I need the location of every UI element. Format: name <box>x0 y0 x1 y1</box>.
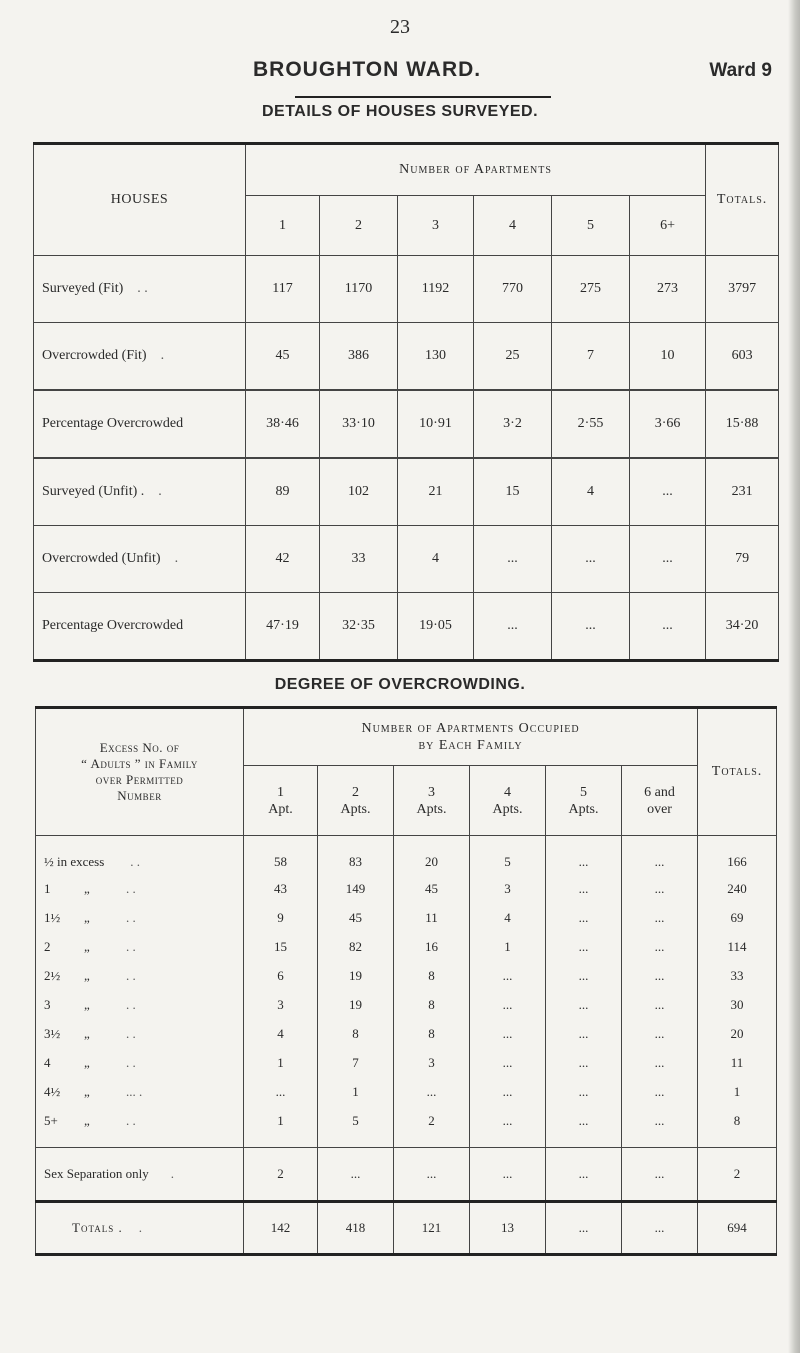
apartments-subheader: 6+ <box>630 196 706 256</box>
table-cell: 7 <box>318 1048 394 1077</box>
table-cell: 130 <box>398 323 474 391</box>
row-label <box>34 526 246 593</box>
table-cell: ... <box>470 990 546 1019</box>
excess-quantity: 4½ <box>44 1083 61 1099</box>
ditto-mark: „ <box>84 938 90 954</box>
ditto-mark: „ <box>84 1054 90 1070</box>
row-leader: . . <box>126 880 136 896</box>
table-cell: 3·66 <box>630 390 706 458</box>
table-cell: ... <box>546 1048 622 1077</box>
table-cell: ... <box>470 1106 546 1148</box>
table-cell: ... <box>546 932 622 961</box>
subheader-number: 5 <box>580 784 587 800</box>
table-cell: 3797 <box>706 256 779 323</box>
table-cell: ... <box>546 903 622 932</box>
row-label <box>36 990 244 1019</box>
apartments-group-header: Number of Apartments <box>246 144 706 196</box>
table-cell: ... <box>630 593 706 661</box>
apartments-subheader: 2 <box>320 196 398 256</box>
table-cell: 33·10 <box>320 390 398 458</box>
table-cell: 69 <box>698 903 777 932</box>
table-cell: 79 <box>706 526 779 593</box>
row-label <box>34 323 246 391</box>
table-cell: 6 <box>244 961 318 990</box>
ditto-mark: „ <box>84 1112 90 1128</box>
row-label <box>36 1048 244 1077</box>
table-cell: 121 <box>394 1202 470 1255</box>
table-cell: 117 <box>246 256 320 323</box>
table-cell: ... <box>546 1106 622 1148</box>
table-cell: 5 <box>318 1106 394 1148</box>
table-cell: 9 <box>244 903 318 932</box>
row-leader: . <box>170 1166 174 1181</box>
table-cell: ... <box>470 961 546 990</box>
row-leader: . <box>158 484 162 499</box>
table-cell: 15 <box>244 932 318 961</box>
table-cell: 694 <box>698 1202 777 1255</box>
table-cell: 30 <box>698 990 777 1019</box>
table-row <box>36 874 777 903</box>
row-leader: ... . <box>126 1083 143 1099</box>
table-cell: 19 <box>318 990 394 1019</box>
table-cell: 33 <box>698 961 777 990</box>
row-label-text: Surveyed (Unfit) . <box>42 484 145 499</box>
table-cell: 11 <box>698 1048 777 1077</box>
excess-header-line2: “ Adults ” in Family <box>81 756 198 771</box>
table-cell: ... <box>546 836 622 875</box>
table-cell: ... <box>630 458 706 526</box>
table-cell: 1 <box>470 932 546 961</box>
table-cell: 8 <box>318 1019 394 1048</box>
table-row <box>34 390 779 458</box>
subheader-unit: Apts. <box>416 801 447 817</box>
table-cell: 34·20 <box>706 593 779 661</box>
table-row <box>36 836 777 875</box>
table-cell: 166 <box>698 836 777 875</box>
excess-header-line3: over Permitted <box>95 772 184 787</box>
apartments-subheader <box>470 766 546 836</box>
row-leader: . . <box>126 996 136 1012</box>
table-row <box>36 1077 777 1106</box>
table-cell: 142 <box>244 1202 318 1255</box>
table-cell: 5 <box>470 836 546 875</box>
table-cell: 603 <box>706 323 779 391</box>
table-cell: 43 <box>244 874 318 903</box>
table-cell: 418 <box>318 1202 394 1255</box>
table-cell: ... <box>546 1077 622 1106</box>
table-cell: 47·19 <box>246 593 320 661</box>
table-cell: 1192 <box>398 256 474 323</box>
subheader-number: 4 <box>504 784 511 800</box>
table-cell: ... <box>622 1202 698 1255</box>
table-cell: ... <box>470 1077 546 1106</box>
houses-surveyed-table <box>33 142 779 662</box>
table-cell: 149 <box>318 874 394 903</box>
table-cell: 240 <box>698 874 777 903</box>
row-label <box>34 390 246 458</box>
table-cell: ... <box>470 1148 546 1202</box>
apartments-subheader: 3 <box>398 196 474 256</box>
table-cell: 4 <box>552 458 630 526</box>
table-cell: 114 <box>698 932 777 961</box>
table-row <box>36 903 777 932</box>
ditto-mark: „ <box>84 1025 90 1041</box>
ditto-mark: „ <box>84 909 90 925</box>
row-label <box>36 1019 244 1048</box>
table-cell: 25 <box>474 323 552 391</box>
row-leader: . . <box>137 281 148 296</box>
table-cell: 2 <box>244 1148 318 1202</box>
table-cell: 8 <box>394 990 470 1019</box>
table-row <box>36 1019 777 1048</box>
table-cell: 3·2 <box>474 390 552 458</box>
excess-quantity: 4 <box>44 1054 51 1070</box>
title-underline <box>295 96 551 98</box>
table-row <box>34 526 779 593</box>
table-row <box>34 323 779 391</box>
table-cell: ... <box>622 1077 698 1106</box>
table-cell: ... <box>470 1019 546 1048</box>
table-cell: 38·46 <box>246 390 320 458</box>
table-row <box>36 990 777 1019</box>
excess-quantity: ½ in excess <box>44 854 105 869</box>
row-label <box>36 1106 244 1148</box>
row-label-text: Overcrowded (Fit) <box>42 348 147 363</box>
table-cell: 33 <box>320 526 398 593</box>
table-cell: ... <box>622 1019 698 1048</box>
table-cell: 32·35 <box>320 593 398 661</box>
row-label-text: Percentage Overcrowded <box>42 618 184 633</box>
table-cell: 19 <box>318 961 394 990</box>
table-cell: 770 <box>474 256 552 323</box>
table-cell: ... <box>622 836 698 875</box>
table-cell: ... <box>546 874 622 903</box>
subheader-unit: Apts. <box>568 801 599 817</box>
table-cell: 8 <box>394 961 470 990</box>
apartments-subheader <box>546 766 622 836</box>
table-cell: 4 <box>470 903 546 932</box>
excess-column-header <box>36 708 244 836</box>
subheader-number: 2 <box>352 784 359 800</box>
ditto-mark: „ <box>84 996 90 1012</box>
row-label <box>36 932 244 961</box>
excess-quantity: 1½ <box>44 909 61 925</box>
table-cell: ... <box>622 990 698 1019</box>
table-cell: ... <box>394 1148 470 1202</box>
row-leader: . . <box>126 909 136 925</box>
table-cell: 4 <box>398 526 474 593</box>
subheader-number: 1 <box>277 784 284 800</box>
table-cell: ... <box>622 1106 698 1148</box>
houses-column-header: HOUSES <box>34 144 246 256</box>
table-cell: 15 <box>474 458 552 526</box>
excess-header-line4: Number <box>117 788 162 803</box>
table-cell: ... <box>552 593 630 661</box>
apartments-subheader: 4 <box>474 196 552 256</box>
excess-header-line1: Excess No. of <box>99 740 180 755</box>
table-cell: ... <box>318 1148 394 1202</box>
table-cell: 1 <box>244 1106 318 1148</box>
table-cell: 82 <box>318 932 394 961</box>
table-cell: 7 <box>552 323 630 391</box>
subheader-unit: Apts. <box>340 801 371 817</box>
row-label <box>36 1148 244 1202</box>
row-label <box>36 836 244 875</box>
apartments-subheader <box>394 766 470 836</box>
row-leader: . <box>160 348 165 363</box>
row-leader: . . <box>126 938 136 954</box>
table-cell: 83 <box>318 836 394 875</box>
row-leader: . . <box>126 1025 136 1041</box>
table-cell: 231 <box>706 458 779 526</box>
table-cell: ... <box>630 526 706 593</box>
excess-quantity: 2½ <box>44 967 61 983</box>
table-cell: 45 <box>318 903 394 932</box>
table-cell: ... <box>546 1148 622 1202</box>
row-label <box>36 1202 244 1255</box>
row-leader: . . <box>126 1054 136 1070</box>
row-label-text: Percentage Overcrowded <box>42 416 184 431</box>
table-cell: 3 <box>470 874 546 903</box>
table-cell: 8 <box>698 1106 777 1148</box>
ditto-mark: „ <box>84 880 90 896</box>
subheader-number: 3 <box>428 784 435 800</box>
table-cell: 45 <box>394 874 470 903</box>
apartments-subheader: 5 <box>552 196 630 256</box>
table-cell: 11 <box>394 903 470 932</box>
table-cell: ... <box>470 1048 546 1077</box>
table-cell: 2 <box>394 1106 470 1148</box>
section-title-houses: DETAILS OF HOUSES SURVEYED. <box>261 103 539 120</box>
table-cell: ... <box>474 593 552 661</box>
table-cell: 1 <box>698 1077 777 1106</box>
row-leader: . . <box>126 967 136 983</box>
table-cell: 10·91 <box>398 390 474 458</box>
row-label <box>34 458 246 526</box>
occupied-group-header <box>244 708 698 766</box>
row-label <box>36 961 244 990</box>
table-cell: ... <box>546 990 622 1019</box>
table-cell: 20 <box>394 836 470 875</box>
table-cell: ... <box>244 1077 318 1106</box>
table-cell: 42 <box>246 526 320 593</box>
table-cell: 1 <box>318 1077 394 1106</box>
table-row <box>34 458 779 526</box>
ditto-mark: „ <box>84 1083 90 1099</box>
subheader-unit: over <box>647 801 672 817</box>
table-cell: ... <box>552 526 630 593</box>
table-cell: ... <box>546 1019 622 1048</box>
table-cell: 19·05 <box>398 593 474 661</box>
page-number: 23 <box>390 16 410 38</box>
table-cell: 58 <box>244 836 318 875</box>
table-cell: ... <box>546 1202 622 1255</box>
table-cell: ... <box>546 961 622 990</box>
excess-quantity: 2 <box>44 938 51 954</box>
excess-quantity: 3 <box>44 996 51 1012</box>
row-label <box>36 874 244 903</box>
totals-row <box>36 1202 777 1255</box>
table-cell: 1170 <box>320 256 398 323</box>
table-row <box>36 961 777 990</box>
table-cell: 3 <box>394 1048 470 1077</box>
apartments-subheader <box>318 766 394 836</box>
table-cell: 2·55 <box>552 390 630 458</box>
table-cell: 8 <box>394 1019 470 1048</box>
occupied-header-line2: by Each Family <box>418 738 523 753</box>
subheader-number: 6 and <box>644 784 675 800</box>
table-cell: 20 <box>698 1019 777 1048</box>
apartments-subheader: 1 <box>246 196 320 256</box>
table-cell: 273 <box>630 256 706 323</box>
table-cell: 13 <box>470 1202 546 1255</box>
subheader-unit: Apts. <box>492 801 523 817</box>
table-cell: ... <box>622 961 698 990</box>
ditto-mark: „ <box>84 967 90 983</box>
row-label-text: Sex Separation only <box>44 1166 149 1181</box>
table-cell: 386 <box>320 323 398 391</box>
table-cell: 1 <box>244 1048 318 1077</box>
section-title-overcrowding: DEGREE OF OVERCROWDING. <box>274 676 526 693</box>
table-cell: 16 <box>394 932 470 961</box>
ward-title: BROUGHTON WARD. <box>253 58 482 81</box>
table-cell: ... <box>622 932 698 961</box>
totals-column-header: Totals. <box>698 708 777 836</box>
row-label <box>36 903 244 932</box>
apartments-subheader <box>244 766 318 836</box>
row-label-text: Overcrowded (Unfit) <box>42 551 161 566</box>
sex-separation-row <box>36 1148 777 1202</box>
row-label <box>34 256 246 323</box>
subheader-unit: Apt. <box>268 801 293 817</box>
table-cell: 10 <box>630 323 706 391</box>
table-cell: 89 <box>246 458 320 526</box>
table-cell: 2 <box>698 1148 777 1202</box>
row-leader: . . <box>126 1112 136 1128</box>
row-leader: . . <box>130 854 141 869</box>
table-row <box>36 1106 777 1148</box>
table-row <box>36 932 777 961</box>
totals-column-header: Totals. <box>706 144 779 256</box>
row-label-text: Surveyed (Fit) <box>42 281 124 296</box>
row-leader: . <box>174 551 179 566</box>
totals-label: Totals . <box>72 1220 123 1235</box>
row-label <box>36 1077 244 1106</box>
ward-number: Ward 9 <box>709 60 772 81</box>
table-cell: ... <box>622 1048 698 1077</box>
table-cell: ... <box>622 874 698 903</box>
table-cell: ... <box>622 1148 698 1202</box>
table-row <box>36 1048 777 1077</box>
table-cell: 15·88 <box>706 390 779 458</box>
table-cell: ... <box>394 1077 470 1106</box>
table-cell: ... <box>474 526 552 593</box>
row-label <box>34 593 246 661</box>
table-row <box>34 593 779 661</box>
row-leader: . <box>138 1220 142 1235</box>
table-row <box>34 256 779 323</box>
excess-quantity: 1 <box>44 880 51 896</box>
table-cell: 3 <box>244 990 318 1019</box>
table-cell: ... <box>622 903 698 932</box>
table-cell: 275 <box>552 256 630 323</box>
table-cell: 45 <box>246 323 320 391</box>
excess-quantity: 5+ <box>44 1112 58 1128</box>
table-cell: 4 <box>244 1019 318 1048</box>
table-cell: 21 <box>398 458 474 526</box>
excess-quantity: 3½ <box>44 1025 61 1041</box>
occupied-header-line1: Number of Apartments Occupied <box>361 721 580 736</box>
apartments-subheader <box>622 766 698 836</box>
overcrowding-table <box>35 706 777 1256</box>
table-cell: 102 <box>320 458 398 526</box>
